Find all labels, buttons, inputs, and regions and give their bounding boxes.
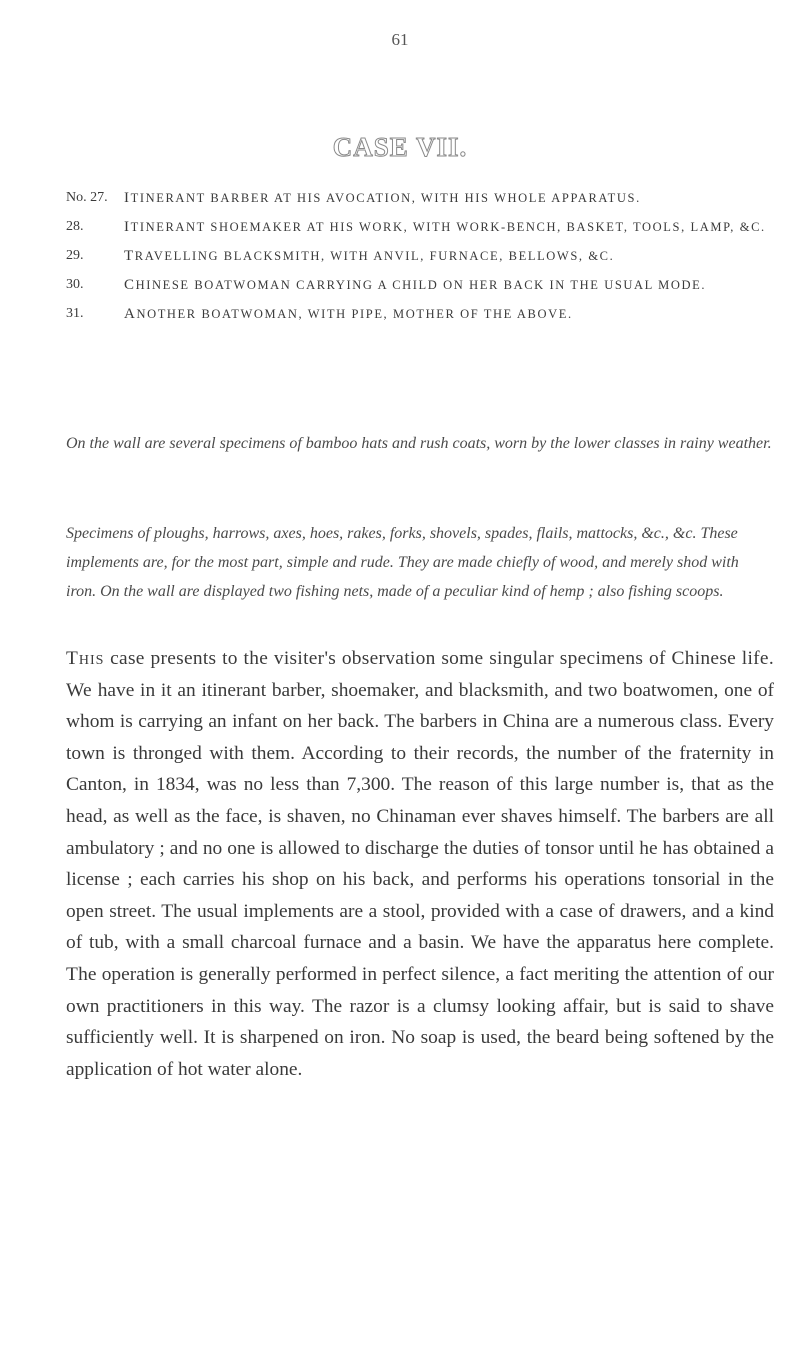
paragraph-lead: This xyxy=(66,648,105,669)
entry-number: 30. xyxy=(66,277,84,292)
implements-note: Specimens of ploughs, harrows, axes, hoes, rakes, forks, shovels, spades, flails, mattocks, &c., &c. These implements are, for the most part, simple and rude. They are made chiefly of wood, and merely shod with iron. On the wall are displayed two fishing nets, made of a peculiar kind of hemp ; also fishing scoops. xyxy=(66,525,739,600)
entry-text: TRAVELLING BLACKSMITH, WITH ANVIL, FURNACE, BELLOWS, &C. xyxy=(124,248,615,264)
catalogue-entry xyxy=(66,186,766,210)
body-paragraph xyxy=(66,643,774,1085)
paragraph-text: case presents to the visiter's observation some singular specimens of Chinese life. We have in it an itinerant barber, shoemaker, and blacksmith, and two boatwomen, one of whom is carrying an infant on her back. The barbers in China are a numerous class. Every town is thronged with them. According to their records, the number of the fraternity in Canton, in 1834, was no less than 7,300. The reason of this large number is, that as the head, as well as the face, is shaven, no Chinaman ever shaves himself. The barbers are all ambulatory ; and no one is allowed to discharge the duties of tonsor until he has obtained a license ; each carries his shop on his back, and performs his operations tonsorial in the open street. The usual implements are a stool, provided with a case of drawers, and a kind of tub, with a small charcoal furnace and a basin. We have the apparatus here complete. The operation is generally performed in perfect silence, a fact meriting the attention of our own practitioners in this way. The razor is a clumsy looking affair, but is said to shave sufficiently well. It is sharpened on iron. No soap is used, the beard being softened by the application of hot water alone. xyxy=(66,648,774,1080)
entry-text: CHINESE BOATWOMAN CARRYING A CHILD ON HER BACK IN THE USUAL MODE. xyxy=(124,277,707,293)
catalogue-entry xyxy=(66,302,766,326)
catalogue-entries xyxy=(66,186,766,326)
entry-text: ANOTHER BOATWOMAN, WITH PIPE, MOTHER OF THE ABOVE. xyxy=(124,306,573,322)
entry-number: 31. xyxy=(66,306,84,321)
entry-number: 29. xyxy=(66,248,84,263)
wall-hats-note: On the wall are several specimens of bamboo hats and rush coats, worn by the lower classes in rainy weather. xyxy=(66,435,772,452)
entry-text: ITINERANT BARBER AT HIS AVOCATION, WITH HIS WHOLE APPARATUS. xyxy=(124,190,641,206)
catalogue-entry xyxy=(66,244,766,268)
case-title: CASE VII. xyxy=(332,132,468,162)
entry-number: No. 27. xyxy=(66,190,108,205)
entry-number: 28. xyxy=(66,219,84,234)
page-number: 61 xyxy=(391,30,409,49)
entry-text: ITINERANT SHOEMAKER AT HIS WORK, WITH WORK-BENCH, BASKET, TOOLS, LAMP, &C. xyxy=(124,219,766,235)
catalogue-entry xyxy=(66,215,766,239)
catalogue-entry xyxy=(66,273,766,297)
